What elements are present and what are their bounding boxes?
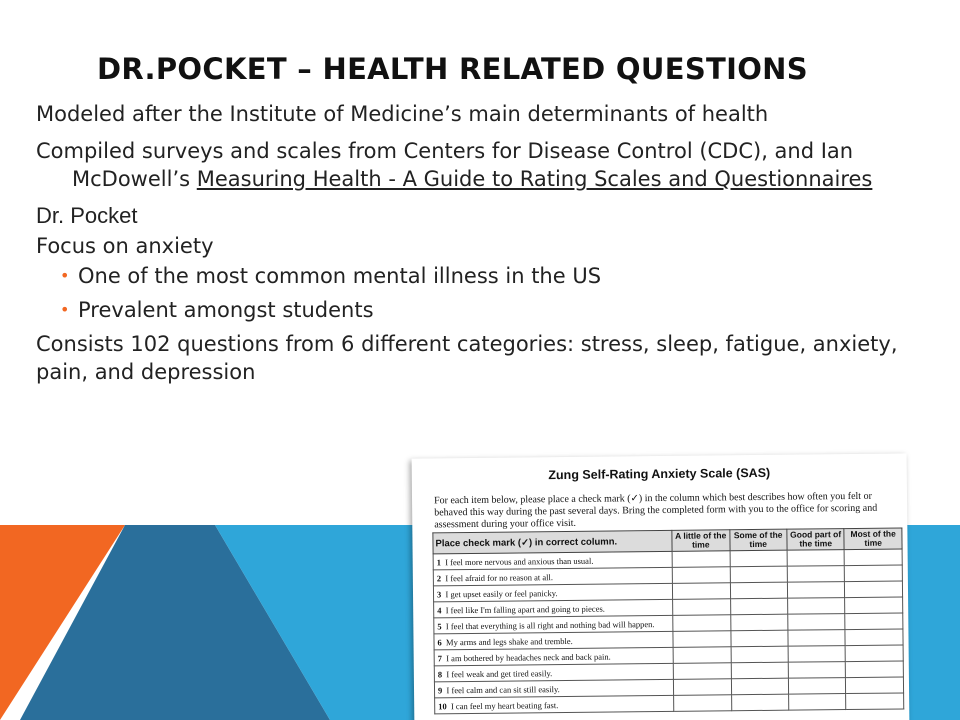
sources-text: Compiled surveys and scales from Centers for Disease Control (CDC), and Ian McDowell’s: [36, 139, 854, 191]
bullet-item: [36, 262, 926, 290]
cell: [673, 599, 731, 616]
cell: [673, 631, 731, 648]
cell: [788, 614, 846, 631]
cell: [846, 693, 904, 710]
cell: [845, 581, 903, 598]
cell: [787, 550, 845, 567]
row-number: 4: [437, 604, 442, 615]
cell: [788, 678, 846, 695]
row-number: 7: [437, 652, 442, 663]
cell: [730, 614, 788, 631]
cell: [845, 629, 903, 646]
cell: [672, 583, 730, 600]
cell: [731, 646, 789, 663]
header-some: Some of the time: [729, 529, 787, 551]
row-text: I can feel my heart beating fast.: [450, 699, 559, 711]
cell: [730, 550, 788, 567]
bullet-dot-icon: •: [60, 300, 70, 319]
cell: [846, 661, 904, 678]
row-number: 6: [437, 636, 442, 647]
app-name: Dr. Pocket: [36, 203, 138, 228]
slide-title: DR.POCKET – HEALTH RELATED QUESTIONS: [97, 52, 808, 86]
scan-instructions: For each item below, please place a check mark (✓) in the column which best describes how often you felt or behaved this way during the past several days. Bring the completed form with you to the office for scoring and assessment during your office visit.: [433, 490, 878, 531]
row-text: My arms and legs shake and tremble.: [445, 635, 573, 647]
row-text: I get upset easily or feel panicky.: [445, 587, 558, 599]
row-item: [435, 695, 674, 714]
row-number: 1: [436, 556, 441, 567]
cell: [730, 630, 788, 647]
cell: [672, 567, 730, 584]
row-text: I feel more nervous and anxious than usual.: [445, 555, 594, 567]
row-text: I feel weak and get tired easily.: [446, 667, 553, 679]
cell: [846, 645, 904, 662]
header-item: Place check mark (✓) in correct column.: [433, 530, 672, 554]
cell: [845, 549, 903, 566]
slide-content: [36, 100, 926, 395]
cell: [730, 566, 788, 583]
cell: [787, 566, 845, 583]
cell: [788, 598, 846, 615]
cell: [731, 678, 789, 695]
paragraph-sources: [36, 137, 926, 193]
cell: [788, 646, 846, 663]
cell: [845, 613, 903, 630]
cell: [673, 647, 731, 664]
cell: [788, 662, 846, 679]
scan-table: [432, 527, 904, 714]
cell: [789, 694, 847, 711]
cell: [731, 694, 789, 711]
anxiety-scale-document: [412, 453, 910, 720]
cell: [787, 582, 845, 599]
row-number: 3: [436, 588, 442, 599]
row-text: I feel that everything is all right and nothing bad will happen.: [445, 618, 655, 631]
bullet-item: [36, 296, 926, 324]
cell: [846, 677, 904, 694]
header-little: A little of the time: [672, 530, 730, 552]
row-text: I feel afraid for no reason at all.: [445, 571, 554, 583]
cell: [673, 679, 731, 696]
row-text: I feel like I'm falling apart and going to pieces.: [445, 603, 605, 615]
header-good-part: Good part of the time: [787, 529, 845, 551]
row-number: 5: [437, 620, 442, 631]
row-number: 2: [436, 572, 442, 583]
bullet-dot-icon: •: [60, 266, 70, 285]
row-number: 8: [437, 668, 443, 679]
cell: [673, 663, 731, 680]
header-most: Most of the time: [844, 528, 902, 550]
cell: [674, 695, 732, 712]
row-text: I am bothered by headaches neck and back pain.: [446, 651, 611, 663]
bullet-text: Prevalent amongst students: [78, 298, 374, 322]
cell: [673, 615, 731, 632]
cell: [845, 565, 903, 582]
row-text: I feel calm and can sit still easily.: [446, 683, 560, 695]
scan-title: Zung Self-Rating Anxiety Scale (SAS): [548, 465, 771, 483]
paragraph-categories: Consists 102 questions from 6 different categories: stress, sleep, fatigue, anxiety, pain, and depression: [36, 332, 898, 384]
cell: [672, 551, 730, 568]
focus-heading: Focus on anxiety: [36, 234, 214, 258]
cell: [731, 662, 789, 679]
bullet-text: One of the most common mental illness in the US: [78, 264, 602, 288]
paragraph-determinants: Modeled after the Institute of Medicine’s main determinants of health: [36, 102, 769, 126]
cell: [788, 630, 846, 647]
book-title-link[interactable]: Measuring Health - A Guide to Rating Scales and Questionnaires: [196, 167, 873, 191]
cell: [730, 598, 788, 615]
row-number: 9: [437, 684, 443, 695]
row-number: 10: [438, 700, 447, 711]
cell: [730, 582, 788, 599]
cell: [845, 597, 903, 614]
